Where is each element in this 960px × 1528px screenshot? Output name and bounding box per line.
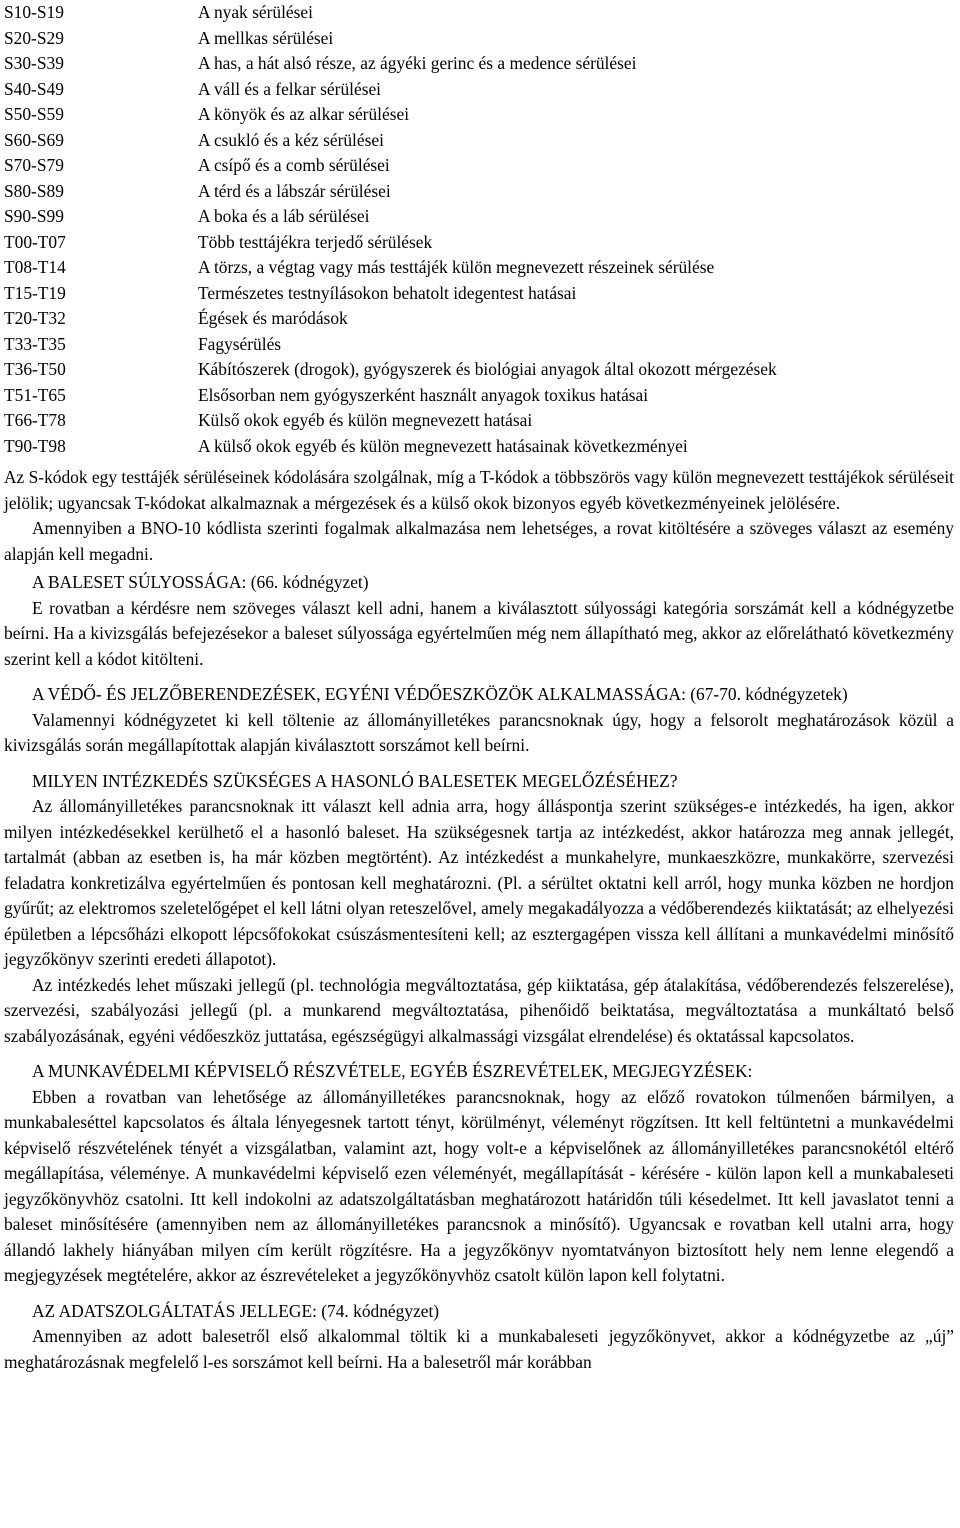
code-row: [4, 128, 954, 154]
code-range: T90-T98: [4, 435, 66, 456]
code-row: [4, 51, 954, 77]
code-row: [4, 383, 954, 409]
code-range: S30-S39: [4, 53, 64, 73]
code-range: S20-S29: [4, 27, 64, 48]
code-range: S70-S79: [4, 155, 64, 175]
code-row: [4, 230, 954, 256]
code-row: [4, 434, 954, 460]
code-range: T20-T32: [4, 308, 66, 328]
section-paragraph: Valamennyi kódnégyzetet ki kell töltenie az állományilletékes parancsnoknak úgy, hogy a felsorolt meghatározások közül a kivizsgálás során megállapítottak alapján kiválasztott sorszámot kell beírni.: [4, 709, 954, 755]
code-row: [4, 357, 954, 383]
code-description: A csukló és a kéz sérülései: [198, 129, 384, 150]
section-heading-severity: A BALESET SÚLYOSSÁGA: (66. kódnégyzet): [32, 572, 369, 592]
code-row: [4, 306, 954, 332]
code-description: Fagysérülés: [198, 333, 282, 354]
code-description: A térd és a lábszár sérülései: [198, 180, 391, 201]
code-range: S60-S69: [4, 129, 64, 150]
section-paragraph: E rovatban a kérdésre nem szöveges választ kell adni, hanem a kiválasztott súlyossági kategória sorszámát kell a kódnégyzetbe beírni. Ha a kivizsgálás befejezésekor a baleset súlyossága egyértelműen még nem állapítható meg, akkor az előrelátható következmény szerint kell a kódot kitölteni.: [4, 597, 954, 669]
injury-code-table: [4, 0, 954, 459]
code-range: T08-T14: [4, 257, 66, 277]
code-description: Elsősorban nem gyógyszerként használt anyagok toxikus hatásai: [198, 384, 649, 405]
code-row: [4, 332, 954, 358]
code-row: [4, 179, 954, 205]
code-description: Égések és maródások: [198, 308, 348, 328]
code-description: A csípő és a comb sérülései: [198, 155, 390, 175]
code-row: [4, 204, 954, 230]
section-heading-representative: A MUNKAVÉDELMI KÉPVISELŐ RÉSZVÉTELE, EGYÉB ÉSZREVÉTELEK, MEGJEGYZÉSEK:: [32, 1061, 753, 1081]
code-description: A külső okok egyéb és külön megnevezett hatásainak következményei: [198, 435, 688, 456]
body-text: [4, 465, 954, 1375]
code-description: Külső okok egyéb és külön megnevezett hatásai: [198, 410, 533, 430]
intro-paragraph: Az S-kódok egy testtájék sérüléseinek kódolására szolgálnak, míg a T-kódok a többszörös vagy külön megnevezett testtájékok sérüléseit jelölik; ugyancsak T-kódokat alkalmaznak a mérgezések és a külső okok bizonyos egyéb következményeinek jelölésére.: [4, 467, 954, 513]
code-description: A boka és a láb sérülései: [198, 206, 370, 226]
code-row: [4, 153, 954, 179]
section-heading-prevention: MILYEN INTÉZKEDÉS SZÜKSÉGES A HASONLÓ BALESETEK MEGELŐZÉSÉHEZ?: [32, 770, 678, 791]
code-description: A nyak sérülései: [198, 2, 313, 22]
code-range: T15-T19: [4, 282, 66, 303]
section-heading-protective-equipment: A VÉDŐ- ÉS JELZŐBERENDEZÉSEK, EGYÉNI VÉDŐESZKÖZÖK ALKALMASSÁGA: (67-70. kódnégyzetek): [32, 684, 848, 704]
section-paragraph: Amennyiben az adott balesetről első alkalommal töltik ki a munkabaleseti jegyzőkönyvet, akkor a kódnégyzetbe az „új” meghatározásnak megfelelő l-es sorszámot kell beírni. Ha a balesetről már korábban: [4, 1326, 954, 1372]
code-description: A váll és a felkar sérülései: [198, 78, 382, 99]
code-row: [4, 77, 954, 103]
code-range: S90-S99: [4, 206, 64, 226]
code-row: [4, 281, 954, 307]
code-description: A könyök és az alkar sérülései: [198, 104, 410, 124]
code-description: Több testtájékra terjedő sérülések: [198, 231, 433, 252]
intro-paragraph: Amennyiben a BNO-10 kódlista szerinti fogalmak alkalmazása nem lehetséges, a rovat kitöltésére a szöveges választ az esemény alapján kell megadni.: [4, 518, 954, 564]
code-range: T51-T65: [4, 384, 66, 405]
code-range: S80-S89: [4, 180, 64, 201]
code-range: T66-T78: [4, 410, 66, 430]
code-row: [4, 0, 954, 26]
section-heading-data-type: AZ ADATSZOLGÁLTATÁS JELLEGE: (74. kódnégyzet): [32, 1300, 440, 1321]
code-range: S10-S19: [4, 2, 64, 22]
code-row: [4, 102, 954, 128]
code-range: T36-T50: [4, 359, 66, 379]
section-paragraph: Az intézkedés lehet műszaki jellegű (pl. technológia megváltoztatása, gép kiiktatása, gép átalakítása, védőberendezés felszerelése), szervezési, szabályozási jellegű (pl. a munkarend megváltoztatása, pihenőidő beiktatása, megváltoztatása a munkáltató belső szabályozásának, egyéni védőeszköz juttatása, egészségügyi alkalmassági vizsgálat elrendelése) és oktatással kapcsolatos.: [4, 974, 954, 1046]
code-range: T33-T35: [4, 333, 66, 354]
section-paragraph: Ebben a rovatban van lehetősége az állományilletékes parancsnoknak, hogy az előző rovatokon túlmenően bármilyen, a munkabaleséttel kapcsolatos és általa lényegesnek tartott tényt, körülményt, véleményt rögzítsen. Itt kell feltüntetni a munkavédelmi képviselő részvételének tényét a vizsgálatban, valamint azt, hogy volt-e a képviselőnek az állományilletékes parancsnokétól eltérő megállapítása, véleménye. A munkavédelmi képviselő ezen véleményét, megállapítását - kérésére - külön lapon kell a munkabaleseti jegyzőkönyvhöz csatolni. Itt kell indokolni az adatszolgáltatásban meghatározott határidőn túli késedelmet. Itt kell javaslatot tenni a baleset minősítésére (amennyiben nem az állományilletékes parancsnok a minősítő). Ugyancsak e rovatban kell utalni arra, hogy állandó lakhely hiányában milyen cím került rögzítésre. Ha a jegyzőkönyv nyomtatványon biztosított hely nem lenne elegendő a megjegyzések megtételére, akkor az észrevételeket a jegyzőkönyvhöz csatolt külön lapon kell folytatni.: [4, 1086, 954, 1285]
code-description: A törzs, a végtag vagy más testtájék külön megnevezett részeinek sérülése: [198, 257, 715, 277]
code-description: Kábítószerek (drogok), gyógyszerek és biológiai anyagok által okozott mérgezések: [198, 359, 777, 379]
code-row: [4, 408, 954, 434]
code-range: S40-S49: [4, 78, 64, 99]
code-description: A mellkas sérülései: [198, 27, 334, 48]
code-range: T00-T07: [4, 231, 66, 252]
code-description: Természetes testnyílásokon behatolt idegentest hatásai: [198, 282, 577, 303]
code-row: [4, 26, 954, 52]
code-description: A has, a hát alsó része, az ágyéki gerinc és a medence sérülései: [198, 53, 637, 73]
section-paragraph: Az állományilletékes parancsnoknak itt választ kell adnia arra, hogy álláspontja szerint szükséges-e intézkedés, ha igen, akkor milyen intézkedésekkel kerülhető el a hasonló baleset. Ha szükségesnek tartja az intézkedést, akkor határozza meg annak jellegét, tartalmát (abban az esetben is, ha már közben megtörtént). Az intézkedést a munkahelyre, munkaeszközre, munkakörre, szervezési feladatra konkretizálva egyértelműen és pontosan kell meghatározni. (Pl. a sérültet oktatni kell arról, hogy munka közben ne hordjon gyűrűt; az elektromos szeletelőgépet el kell látni olyan reteszelővel, amely megakadályozza a védőberendezés kiiktatását; az elhelyezési épületben a lépcsőházi elkopott lépcsőfokokat csúszásmentesíteni kell; az esztergagépen vissza kell állítani a munkavédelmi minősítő jegyzőkönyv szerinti eredeti állapotot).: [4, 796, 954, 969]
code-range: S50-S59: [4, 104, 64, 124]
code-row: [4, 255, 954, 281]
